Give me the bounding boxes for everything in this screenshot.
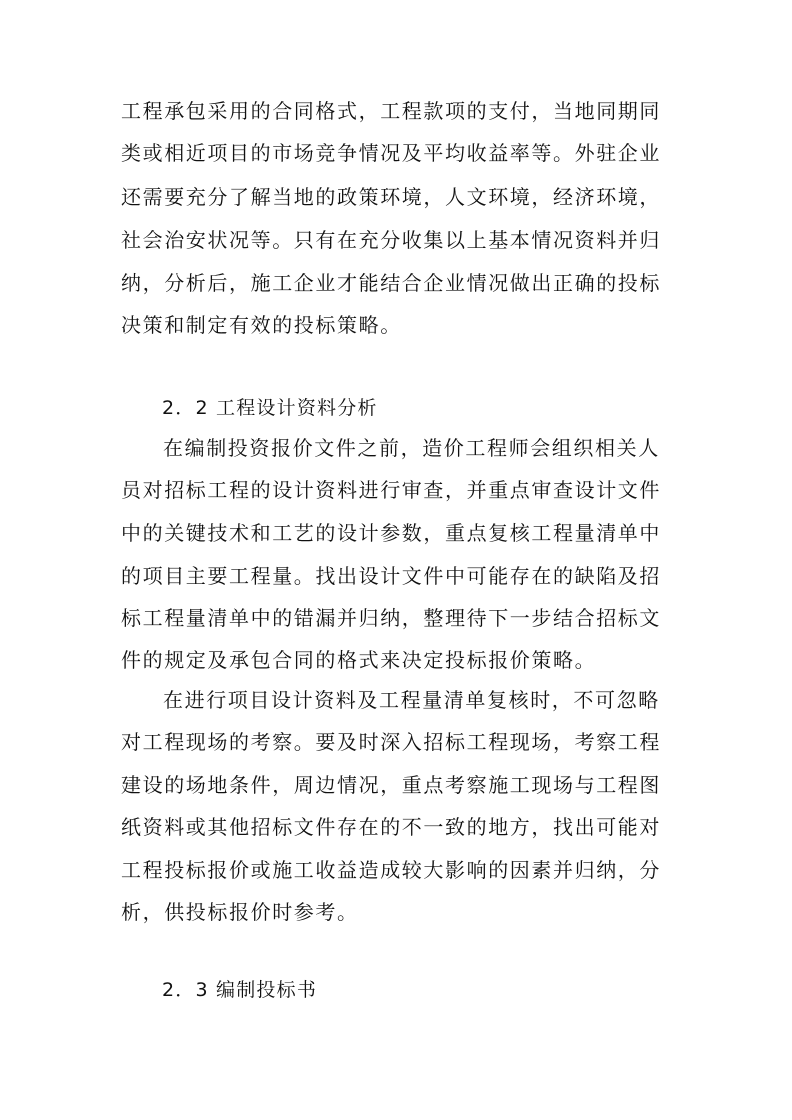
text-line: 员对招标工程的设计资料进行审查，并重点审查设计文件 xyxy=(121,478,661,502)
text-line: 社会治安状况等。只有在充分收集以上基本情况资料并归 xyxy=(121,228,661,252)
text-line: 纸资料或其他招标文件存在的不一致的地方，找出可能对 xyxy=(121,815,661,839)
text-line: 对工程现场的考察。要及时深入招标工程现场，考察工程 xyxy=(121,730,661,754)
text-line: 类或相近项目的市场竞争情况及平均收益率等。外驻企业 xyxy=(121,141,661,165)
text-line: 件的规定及承包合同的格式来决定投标报价策略。 xyxy=(121,648,597,672)
text-line: 在进行项目设计资料及工程量清单复核时，不可忽略 xyxy=(163,688,660,712)
text-line: 决策和制定有效的投标策略。 xyxy=(121,313,402,337)
text-line: 析，供投标报价时参考。 xyxy=(121,900,359,924)
section-heading-2-3: 2．3 编制投标书 xyxy=(162,979,318,1001)
text-line: 中的关键技术和工艺的设计参数，重点复核工程量清单中 xyxy=(121,521,661,545)
section-heading-2-2: 2．2 工程设计资料分析 xyxy=(162,397,378,419)
text-line: 建设的场地条件，周边情况，重点考察施工现场与工程图 xyxy=(121,773,661,797)
text-line: 的项目主要工程量。找出设计文件中可能存在的缺陷及招 xyxy=(121,564,661,588)
text-line: 工程投标报价或施工收益造成较大影响的因素并归纳，分 xyxy=(121,858,661,882)
text-line: 还需要充分了解当地的政策环境，人文环境，经济环境， xyxy=(121,185,661,209)
text-line: 标工程量清单中的错漏并归纳，整理待下一步结合招标文 xyxy=(121,606,661,630)
text-line: 工程承包采用的合同格式，工程款项的支付，当地同期同 xyxy=(121,99,661,123)
text-line: 在编制投资报价文件之前，造价工程师会组织相关人 xyxy=(163,436,660,460)
text-line: 纳，分析后，施工企业才能结合企业情况做出正确的投标 xyxy=(121,271,661,295)
